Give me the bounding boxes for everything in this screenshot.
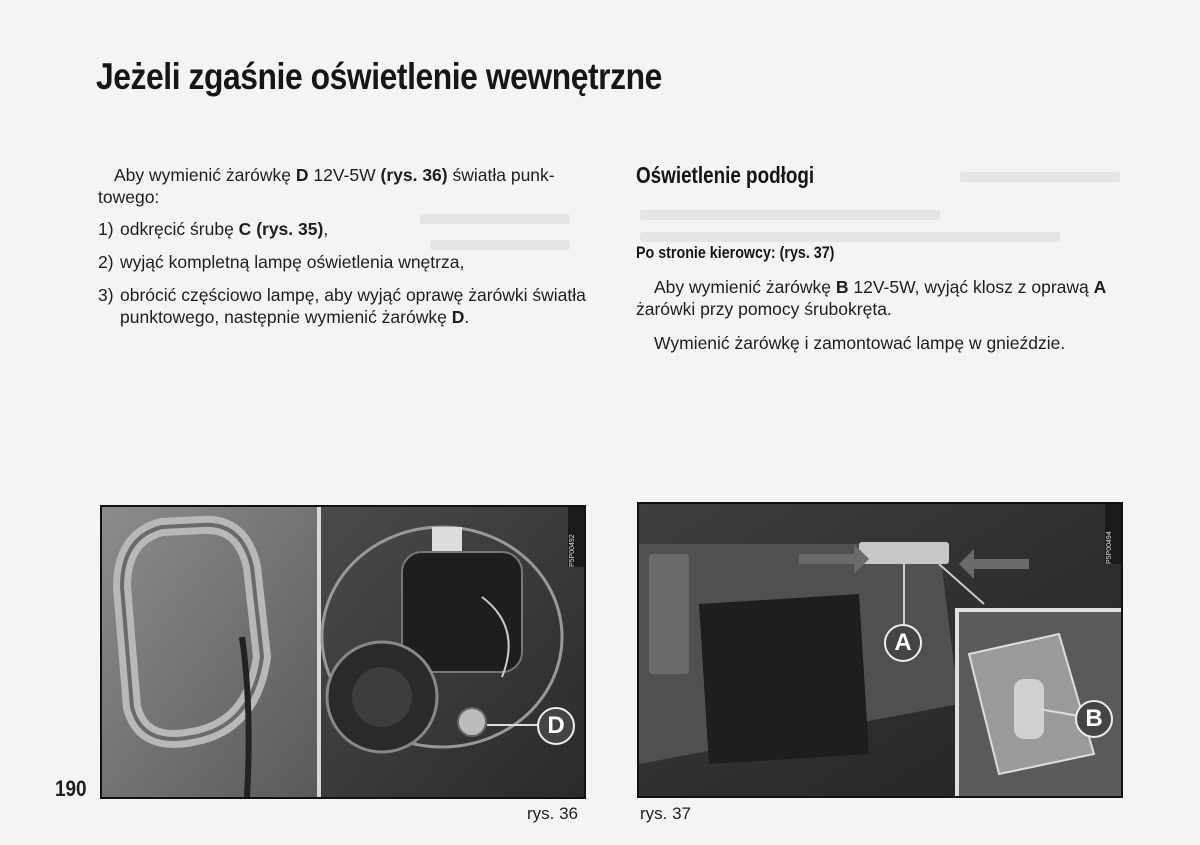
- list-item: 2) wyjąć kompletną lampę oświetlenia wnętrza,: [98, 252, 465, 272]
- footwell-lamp-illustration: [639, 504, 1121, 796]
- body-paragraph: Aby wymienić żarówkę B 12V-5W, wyjąć klosz z oprawą A żarówki przy pomocy śrubokręta.: [636, 277, 1107, 319]
- page-title: Jeżeli zgaśnie oświetlenie wewnętrzne: [96, 56, 662, 97]
- figure-code: P5P00492: [569, 534, 576, 567]
- callout-label-d: D: [537, 707, 575, 745]
- left-column: [98, 164, 586, 339]
- section-heading: Oświetlenie podłogi: [636, 162, 815, 188]
- figure-code: P5P00494: [1106, 531, 1113, 564]
- intro-paragraph: Aby wymienić żarówkę D 12V-5W (rys. 36) światła punk-towego:: [98, 165, 555, 207]
- lamp-removal-illustration: [102, 507, 584, 797]
- figure-37-photo: [637, 502, 1123, 798]
- list-item: 1) odkręcić śrubę C (rys. 35),: [98, 219, 329, 239]
- list-item: 3) obrócić częściowo lampę, aby wyjąć oprawę żarówki światła punktowego, następnie wymienić żarówkę D.: [98, 285, 586, 327]
- figure-36-photo: [100, 505, 586, 799]
- figure-caption: rys. 37: [640, 804, 692, 823]
- subsection-heading: Po stronie kierowcy: (rys. 37): [636, 243, 835, 262]
- right-column: [636, 164, 1122, 366]
- page-number: 190: [55, 776, 87, 801]
- body-paragraph: Wymienić żarówkę i zamontować lampę w gnieździe.: [654, 333, 1066, 353]
- callout-label-b: B: [1075, 700, 1113, 738]
- callout-label-a: A: [884, 624, 922, 662]
- steps-list: [98, 218, 586, 328]
- figure-caption: rys. 36: [527, 804, 579, 823]
